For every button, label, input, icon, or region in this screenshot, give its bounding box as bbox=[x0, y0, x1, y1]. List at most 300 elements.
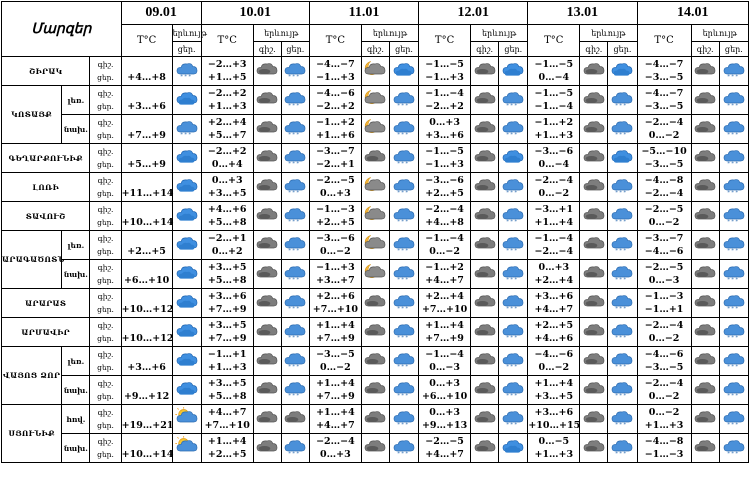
snow-cloud-icon bbox=[499, 202, 528, 231]
day-temperature: −3…−5 bbox=[644, 72, 684, 83]
grey-cloud-icon bbox=[580, 115, 608, 144]
day-temperature: +7…+9 bbox=[207, 333, 247, 344]
temperature-cell bbox=[201, 289, 253, 318]
phenomenon-header: երևույթ bbox=[361, 25, 418, 42]
svg-text:* * *: * * * bbox=[727, 364, 738, 371]
svg-text:* * *: * * * bbox=[506, 335, 518, 342]
snow-cloud-icon bbox=[389, 115, 418, 144]
day-temperature: +3…+6 bbox=[425, 130, 464, 141]
snow-cloud-icon bbox=[608, 260, 637, 289]
snow-cloud-icon bbox=[281, 347, 309, 376]
day-temperature: +7…+9 bbox=[425, 333, 464, 344]
temperature-cell bbox=[419, 405, 471, 434]
date-header: 10.01 bbox=[201, 2, 309, 25]
day-temperature: +7…+9 bbox=[316, 333, 355, 344]
day-temperature: +1…+4 bbox=[534, 217, 574, 228]
grey-cloud-icon bbox=[471, 202, 499, 231]
grey-cloud-icon bbox=[691, 144, 719, 173]
day-part-labels bbox=[90, 144, 121, 173]
temperature-cell bbox=[637, 86, 691, 115]
grey-cloud-icon bbox=[253, 376, 281, 405]
night-temperature: −2…−5 bbox=[644, 262, 684, 273]
day-temperature: −1…+1 bbox=[644, 304, 684, 315]
svg-text:* * *: * * * bbox=[397, 190, 409, 197]
grey-cloud-icon bbox=[691, 57, 719, 86]
day-temperature: +6…+10 bbox=[421, 391, 468, 402]
night-temperature: −2…−4 bbox=[425, 204, 464, 215]
svg-text:* * *: * * * bbox=[397, 161, 409, 168]
snow-cloud-icon bbox=[719, 376, 748, 405]
night-temperature: −1…−4 bbox=[425, 233, 464, 244]
table-row bbox=[2, 434, 749, 463]
svg-text:* * *: * * * bbox=[397, 393, 409, 400]
day-subheader: ցեր. bbox=[608, 42, 637, 57]
temperature-cell bbox=[637, 173, 691, 202]
night-temperature: −4…−7 bbox=[316, 59, 355, 70]
day-subheader: ցեր. bbox=[281, 42, 309, 57]
svg-text:* * *: * * * bbox=[506, 132, 518, 139]
grey-cloud-icon bbox=[253, 231, 281, 260]
day-temperature: +4…+7 bbox=[425, 449, 464, 460]
blue-cloud-icon bbox=[172, 347, 201, 376]
snow-cloud-icon bbox=[389, 289, 418, 318]
night-subheader: գիշ. bbox=[691, 42, 719, 57]
snow-cloud-icon bbox=[608, 115, 637, 144]
temperature-cell bbox=[528, 318, 580, 347]
svg-text:* * *: * * * bbox=[615, 393, 627, 400]
day-part-labels bbox=[90, 115, 121, 144]
blue-cloud-icon bbox=[172, 173, 201, 202]
night-temperature: −2…−5 bbox=[316, 175, 355, 186]
table-row bbox=[2, 173, 749, 202]
night-temperature: −4…−6 bbox=[316, 88, 355, 99]
night-temperature: +3…+5 bbox=[207, 378, 247, 389]
night-temperature: −3…−5 bbox=[316, 349, 355, 360]
day-label: ցեր. bbox=[97, 131, 114, 140]
night-temperature: −2…−4 bbox=[316, 436, 355, 447]
temperature-cell bbox=[309, 376, 361, 405]
blue-cloud-icon bbox=[499, 434, 528, 463]
snow-cloud-icon bbox=[608, 173, 637, 202]
grey-cloud-icon bbox=[691, 434, 719, 463]
temperature-cell bbox=[528, 231, 580, 260]
svg-text:* * *: * * * bbox=[615, 219, 627, 226]
svg-text:* * *: * * * bbox=[179, 74, 191, 81]
temperature-cell bbox=[528, 405, 580, 434]
day-temperature: −1…+3 bbox=[425, 72, 464, 83]
phenomenon-header: երևույթ bbox=[580, 25, 637, 42]
snow-cloud-icon bbox=[389, 86, 418, 115]
table-row bbox=[2, 57, 749, 86]
day-temperature: 0…−2 bbox=[538, 188, 570, 199]
grey-cloud-icon bbox=[471, 115, 499, 144]
temperature-cell: +10…+14 bbox=[121, 434, 172, 463]
night-temperature: −3…−6 bbox=[534, 146, 574, 157]
grey-cloud-icon bbox=[580, 318, 608, 347]
temperature-cell bbox=[637, 376, 691, 405]
grey-cloud-icon bbox=[580, 260, 608, 289]
svg-text:* * *: * * * bbox=[506, 219, 518, 226]
night-subheader: գիշ. bbox=[471, 42, 499, 57]
night-temperature: −1…−5 bbox=[534, 88, 574, 99]
night-label: գիշ. bbox=[97, 350, 114, 359]
night-temperature: +3…+6 bbox=[534, 291, 574, 302]
grey-cloud-icon bbox=[471, 318, 499, 347]
day-label: ցեր. bbox=[97, 160, 114, 169]
day-temperature: +7…+9 bbox=[207, 304, 247, 315]
night-temperature: +2…+5 bbox=[534, 320, 574, 331]
night-temperature: +2…+6 bbox=[316, 291, 355, 302]
forecast-body bbox=[2, 57, 749, 463]
table-row bbox=[2, 86, 749, 115]
day-temperature: +5…+7 bbox=[207, 130, 247, 141]
snow-cloud-icon bbox=[608, 231, 637, 260]
day-subheader: ցեր. bbox=[499, 42, 528, 57]
day-temperature: +3…+7 bbox=[316, 275, 355, 286]
moon-cloud-icon bbox=[361, 173, 389, 202]
snow-cloud-icon bbox=[499, 86, 528, 115]
region-name: ԱՐԱԳԱԾՈՏՆ bbox=[2, 231, 62, 289]
svg-text:* * *: * * * bbox=[288, 248, 300, 255]
grey-cloud-icon bbox=[691, 318, 719, 347]
night-temperature: −2…−4 bbox=[644, 320, 684, 331]
temperature-cell bbox=[201, 115, 253, 144]
night-temperature: +4…+7 bbox=[207, 407, 247, 418]
temperature-cell bbox=[419, 289, 471, 318]
temperature-cell: +11…+14 bbox=[121, 173, 172, 202]
temperature-cell bbox=[309, 434, 361, 463]
temperature-cell bbox=[201, 202, 253, 231]
svg-text:* * *: * * * bbox=[397, 451, 409, 458]
temperature-cell: +19…+21 bbox=[121, 405, 172, 434]
grey-cloud-icon bbox=[471, 260, 499, 289]
night-label: գիշ. bbox=[97, 321, 114, 330]
date-header: 14.01 bbox=[637, 2, 748, 25]
grey-cloud-icon bbox=[580, 289, 608, 318]
grey-cloud-icon bbox=[253, 347, 281, 376]
night-temperature: 0…−5 bbox=[538, 436, 570, 447]
day-label: ցեր. bbox=[97, 73, 114, 82]
blue-cloud-icon bbox=[172, 260, 201, 289]
temperature-cell: +10…+14 bbox=[121, 202, 172, 231]
snow-cloud-icon bbox=[719, 115, 748, 144]
svg-text:* * *: * * * bbox=[615, 132, 627, 139]
night-temperature: −1…−4 bbox=[425, 349, 464, 360]
blue-cloud-icon bbox=[608, 144, 637, 173]
svg-text:* * *: * * * bbox=[288, 451, 300, 458]
sun-cloud-icon bbox=[172, 405, 201, 434]
snow-cloud-icon bbox=[389, 318, 418, 347]
temperature-cell bbox=[201, 318, 253, 347]
night-subheader: գիշ. bbox=[253, 42, 281, 57]
temperature-cell bbox=[201, 260, 253, 289]
svg-text:* * *: * * * bbox=[615, 306, 627, 313]
temperature-cell bbox=[637, 57, 691, 86]
region-name: ԼՈՌԻ bbox=[2, 173, 90, 202]
grey-cloud-icon bbox=[471, 376, 499, 405]
region-name: ԱՐԱՐԱՏ bbox=[2, 289, 90, 318]
night-temperature: −3…−7 bbox=[316, 146, 355, 157]
night-temperature: −4…−8 bbox=[644, 175, 684, 186]
snow-cloud-icon bbox=[719, 347, 748, 376]
day-temperature: 0…−2 bbox=[429, 246, 460, 257]
grey-cloud-icon bbox=[471, 289, 499, 318]
snow-cloud-icon bbox=[172, 115, 201, 144]
day-temperature: +4…+7 bbox=[316, 420, 355, 431]
grey-cloud-icon bbox=[580, 86, 608, 115]
svg-text:* * *: * * * bbox=[397, 422, 409, 429]
night-temperature: −4…−7 bbox=[644, 59, 684, 70]
temperature-cell: +9…+12 bbox=[121, 376, 172, 405]
night-label: գիշ. bbox=[97, 234, 114, 243]
table-row bbox=[2, 202, 749, 231]
night-temperature: −2…+2 bbox=[207, 88, 247, 99]
svg-text:* * *: * * * bbox=[397, 335, 409, 342]
day-temperature: +1…+3 bbox=[534, 449, 574, 460]
blue-cloud-icon bbox=[172, 289, 201, 318]
night-temperature: −3…−6 bbox=[425, 175, 464, 186]
day-temperature: 0…−4 bbox=[538, 159, 570, 170]
date-header: 09.01 bbox=[121, 2, 201, 25]
night-temperature: +2…+4 bbox=[207, 117, 247, 128]
svg-text:* * *: * * * bbox=[615, 451, 627, 458]
grey-cloud-icon bbox=[361, 318, 389, 347]
temp-header: T°C bbox=[309, 25, 361, 57]
snow-cloud-icon bbox=[719, 231, 748, 260]
temp-header: T°C bbox=[528, 25, 580, 57]
day-temperature: +2…+5 bbox=[316, 217, 355, 228]
day-part-labels bbox=[90, 318, 121, 347]
snow-cloud-icon bbox=[608, 434, 637, 463]
svg-text:* * *: * * * bbox=[506, 393, 518, 400]
svg-text:* * *: * * * bbox=[506, 422, 518, 429]
snow-cloud-icon bbox=[608, 86, 637, 115]
night-temperature: +3…+6 bbox=[207, 291, 247, 302]
snow-cloud-icon bbox=[499, 376, 528, 405]
snow-cloud-icon bbox=[719, 434, 748, 463]
night-temperature: +1…+4 bbox=[425, 320, 464, 331]
temperature-cell bbox=[637, 144, 691, 173]
day-part-labels bbox=[90, 405, 121, 434]
day-part-labels bbox=[90, 57, 121, 86]
temperature-cell bbox=[528, 434, 580, 463]
temperature-cell bbox=[419, 86, 471, 115]
date-header: 13.01 bbox=[528, 2, 637, 25]
temperature-cell bbox=[419, 144, 471, 173]
grey-cloud-icon bbox=[580, 405, 608, 434]
svg-text:* * *: * * * bbox=[615, 422, 627, 429]
blue-cloud-icon bbox=[172, 202, 201, 231]
temperature-cell bbox=[637, 347, 691, 376]
temperature-cell: +6…+10 bbox=[121, 260, 172, 289]
day-temperature: 0…+4 bbox=[211, 159, 243, 170]
temperature-cell bbox=[637, 231, 691, 260]
snow-cloud-icon bbox=[389, 231, 418, 260]
grey-cloud-icon bbox=[361, 144, 389, 173]
table-row bbox=[2, 405, 749, 434]
date-header: 12.01 bbox=[419, 2, 528, 25]
day-temperature: 0…+3 bbox=[320, 449, 351, 460]
night-temperature: −2…+3 bbox=[207, 59, 247, 70]
svg-text:* * *: * * * bbox=[397, 219, 409, 226]
snow-cloud-icon bbox=[389, 405, 418, 434]
snow-cloud-icon bbox=[608, 318, 637, 347]
svg-text:* * *: * * * bbox=[288, 335, 300, 342]
svg-text:* * *: * * * bbox=[727, 248, 738, 255]
night-temperature: 0…+3 bbox=[538, 262, 570, 273]
day-temperature: −2…−4 bbox=[644, 188, 684, 199]
temperature-cell bbox=[528, 202, 580, 231]
grey-cloud-icon bbox=[253, 405, 281, 434]
night-temperature: −4…−6 bbox=[644, 349, 684, 360]
phenomenon-header: երևույթ bbox=[691, 25, 748, 42]
night-temperature: −4…−6 bbox=[534, 349, 574, 360]
temperature-cell bbox=[201, 376, 253, 405]
snow-cloud-icon bbox=[389, 260, 418, 289]
temperature-cell bbox=[637, 115, 691, 144]
svg-text:* * *: * * * bbox=[506, 364, 518, 371]
day-temperature: +4…+6 bbox=[534, 333, 574, 344]
grey-cloud-icon bbox=[580, 376, 608, 405]
day-part-labels bbox=[90, 260, 121, 289]
svg-text:* * *: * * * bbox=[288, 190, 300, 197]
day-temperature: 0…+3 bbox=[320, 188, 351, 199]
svg-text:* * *: * * * bbox=[727, 161, 738, 168]
snow-cloud-icon bbox=[389, 173, 418, 202]
snow-cloud-icon bbox=[281, 173, 309, 202]
day-temperature: +2…+5 bbox=[207, 449, 247, 460]
day-temperature: +7…+10 bbox=[421, 304, 468, 315]
table-row bbox=[2, 376, 749, 405]
table-row bbox=[2, 144, 749, 173]
day-temperature: −2…−4 bbox=[534, 246, 574, 257]
table-row bbox=[2, 115, 749, 144]
grey-cloud-icon bbox=[471, 144, 499, 173]
region-name: ՍՅՈՒՆԻՔ bbox=[2, 405, 62, 463]
temperature-cell bbox=[201, 57, 253, 86]
blue-cloud-icon bbox=[499, 57, 528, 86]
day-label: ցեր. bbox=[97, 218, 114, 227]
moon-cloud-icon bbox=[361, 202, 389, 231]
svg-text:* * *: * * * bbox=[288, 103, 300, 110]
grey-cloud-icon bbox=[580, 231, 608, 260]
day-subheader: ցեր. bbox=[172, 42, 201, 57]
day-temperature: +5…+8 bbox=[207, 275, 247, 286]
night-temperature: +1…+4 bbox=[316, 320, 355, 331]
svg-text:* * *: * * * bbox=[727, 132, 738, 139]
svg-text:* * *: * * * bbox=[727, 190, 738, 197]
snow-cloud-icon bbox=[719, 173, 748, 202]
night-temperature: 0…−2 bbox=[648, 407, 680, 418]
day-temperature: −2…+2 bbox=[425, 101, 464, 112]
temperature-cell bbox=[309, 86, 361, 115]
subregion-name: նախ. bbox=[62, 376, 90, 405]
day-temperature: 0…−2 bbox=[648, 130, 680, 141]
snow-cloud-icon bbox=[499, 347, 528, 376]
moon-cloud-icon bbox=[361, 86, 389, 115]
night-temperature: −3…+1 bbox=[534, 204, 574, 215]
temperature-cell bbox=[637, 318, 691, 347]
snow-cloud-icon bbox=[719, 289, 748, 318]
night-temperature: −1…+3 bbox=[316, 262, 355, 273]
blue-cloud-icon bbox=[499, 144, 528, 173]
night-label: գիշ. bbox=[97, 205, 114, 214]
day-temperature: 0…−2 bbox=[648, 333, 680, 344]
region-name: ԱՐՄԱՎԻՐ bbox=[2, 318, 90, 347]
grey-cloud-icon bbox=[471, 434, 499, 463]
temperature-cell bbox=[201, 144, 253, 173]
night-temperature: −2…+1 bbox=[207, 233, 247, 244]
temperature-cell bbox=[419, 347, 471, 376]
temperature-cell bbox=[201, 86, 253, 115]
snow-cloud-icon bbox=[719, 144, 748, 173]
snow-cloud-icon bbox=[608, 347, 637, 376]
temperature-cell bbox=[309, 231, 361, 260]
temperature-cell bbox=[528, 57, 580, 86]
night-label: գիշ. bbox=[97, 89, 114, 98]
night-temperature: −3…−6 bbox=[316, 233, 355, 244]
night-label: գիշ. bbox=[97, 263, 114, 272]
svg-text:* * *: * * * bbox=[397, 306, 409, 313]
day-temperature: −1…+3 bbox=[425, 159, 464, 170]
snow-cloud-icon bbox=[389, 434, 418, 463]
snow-cloud-icon bbox=[281, 86, 309, 115]
temperature-cell: +2…+5 bbox=[121, 231, 172, 260]
svg-text:* * *: * * * bbox=[506, 306, 518, 313]
grey-cloud-icon bbox=[580, 144, 608, 173]
temperature-cell bbox=[528, 347, 580, 376]
day-temperature: +1…+6 bbox=[316, 130, 355, 141]
temperature-cell: +3…+6 bbox=[121, 86, 172, 115]
night-temperature: −1…−3 bbox=[644, 291, 684, 302]
grey-cloud-icon bbox=[691, 289, 719, 318]
grey-cloud-icon bbox=[580, 347, 608, 376]
day-temperature: +7…+10 bbox=[204, 420, 250, 431]
day-temperature: +1…+3 bbox=[207, 101, 247, 112]
day-label: ցեր. bbox=[97, 421, 114, 430]
svg-text:* * *: * * * bbox=[288, 161, 300, 168]
day-temperature: −1…−3 bbox=[644, 449, 684, 460]
snow-cloud-icon bbox=[499, 260, 528, 289]
svg-text:* * *: * * * bbox=[727, 277, 738, 284]
day-temperature: +5…+8 bbox=[207, 391, 247, 402]
day-temperature: −3…−5 bbox=[644, 159, 684, 170]
temperature-cell bbox=[201, 405, 253, 434]
day-subheader: ցեր. bbox=[389, 42, 418, 57]
svg-text:* * *: * * * bbox=[288, 132, 300, 139]
grey-cloud-icon bbox=[471, 57, 499, 86]
grey-cloud-icon bbox=[691, 405, 719, 434]
temperature-cell bbox=[201, 434, 253, 463]
subregion-name: լեռ. bbox=[62, 86, 90, 115]
snow-cloud-icon bbox=[499, 231, 528, 260]
blue-cloud-icon bbox=[172, 376, 201, 405]
temperature-cell: +10…+12 bbox=[121, 318, 172, 347]
snow-cloud-icon bbox=[719, 405, 748, 434]
temperature-cell bbox=[419, 260, 471, 289]
svg-text:* * *: * * * bbox=[727, 393, 738, 400]
region-name: ԿՈՏԱՅՔ bbox=[2, 86, 62, 144]
day-label: ցեր. bbox=[97, 450, 114, 459]
temperature-cell bbox=[309, 289, 361, 318]
night-temperature: −1…−3 bbox=[316, 204, 355, 215]
svg-text:* * *: * * * bbox=[397, 103, 409, 110]
snow-cloud-icon bbox=[719, 57, 748, 86]
svg-text:* * *: * * * bbox=[615, 248, 627, 255]
sun-cloud-icon bbox=[172, 434, 201, 463]
svg-text:* * *: * * * bbox=[288, 306, 300, 313]
grey-cloud-icon bbox=[691, 173, 719, 202]
